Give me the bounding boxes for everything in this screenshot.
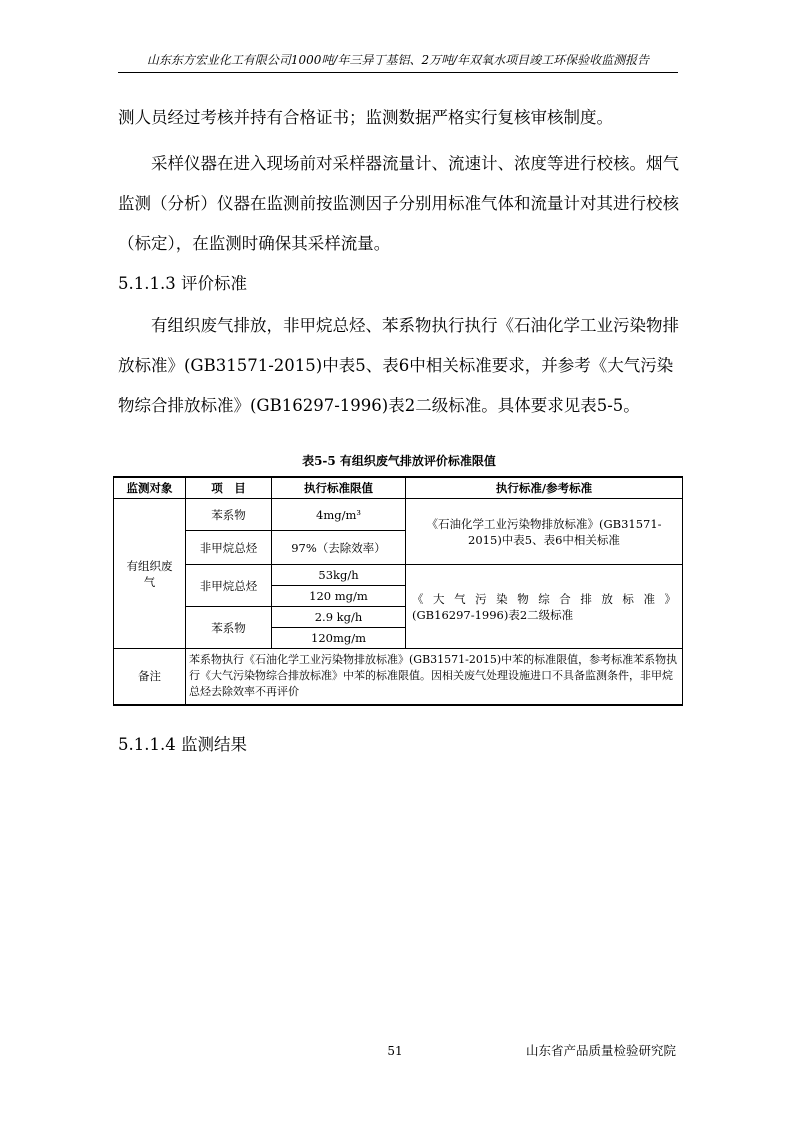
- column-header-standard: 执行标准/参考标准: [406, 477, 683, 499]
- column-header-item: 项 目: [186, 477, 272, 499]
- standard-code-line: (GB16297-1996)表2二级标准: [412, 607, 574, 622]
- standard-name-line: 《大气污染物综合排放标准》: [412, 591, 676, 606]
- running-header: 山东东方宏业化工有限公司1000吨/年三异丁基铝、2万吨/年双氧水项目竣工环保验收监测报告: [118, 50, 678, 73]
- limit-cell: 4mg/m³: [272, 499, 406, 531]
- standard-cell-air-pollutants: [406, 565, 683, 649]
- item-cell: 苯系物: [186, 607, 272, 649]
- limit-cell: 2.9 kg/h: [272, 607, 406, 628]
- monitoring-object-cell: 有组织废气: [114, 499, 186, 649]
- limit-cell: 97%（去除效率）: [272, 531, 406, 565]
- note-label-cell: 备注: [114, 649, 186, 705]
- table-row: [114, 499, 683, 531]
- footer-organization: 山东省产品质量检验研究院: [525, 1043, 676, 1058]
- paragraph-calibration: 采样仪器在进入现场前对采样器流量计、流速计、浓度等进行校核。烟气监测（分析）仪器在监测前按监测因子分别用标准气体和流量计对其进行校核（标定），在监测时确保其采样流量。: [118, 154, 679, 253]
- limit-cell: 120mg/m: [272, 628, 406, 649]
- item-cell: 非甲烷总烃: [186, 531, 272, 565]
- column-header-object: 监测对象: [114, 477, 186, 499]
- limit-cell: 53kg/h: [272, 565, 406, 586]
- paragraph-qualification: 测人员经过考核并持有合格证书；监测数据严格实行复核审核制度。: [118, 108, 613, 127]
- paragraph-evaluation-standard: 有组织废气排放，非甲烷总烃、苯系物执行执行《石油化学工业污染物排放标准》(GB31571-2015)中表5、表6中相关标准要求，并参考《大气污染物综合排放标准》(GB16297-1996)表2二级标准。具体要求见表5-5。: [118, 316, 679, 415]
- section-heading-evaluation-standard: 5.1.1.3 评价标准: [118, 274, 247, 293]
- page-number: 51: [387, 1044, 403, 1058]
- standard-cell-petrochemical: 《石油化学工业污染物排放标准》(GB31571-2015)中表5、表6中相关标准: [406, 499, 683, 565]
- item-cell: 非甲烷总烃: [186, 565, 272, 607]
- table-row: [114, 565, 683, 586]
- item-cell: 苯系物: [186, 499, 272, 531]
- emission-limits-table: [113, 476, 683, 706]
- column-header-limit: 执行标准限值: [272, 477, 406, 499]
- table-header-row: [114, 477, 683, 499]
- table-row-note: [114, 649, 683, 705]
- table-caption: 表5-5 有组织废气排放评价标准限值: [302, 454, 496, 468]
- limit-cell: 120 mg/m: [272, 586, 406, 607]
- note-text-cell: 苯系物执行《石油化学工业污染物排放标准》(GB31571-2015)中苯的标准限值，参考标准苯系物执行《大气污染物综合排放标准》中苯的标准限值。因相关废气处理设施进口不具备监测条件，非甲烷总烃去除效率不再评价: [186, 649, 683, 705]
- section-heading-monitoring-results: 5.1.1.4 监测结果: [118, 735, 247, 754]
